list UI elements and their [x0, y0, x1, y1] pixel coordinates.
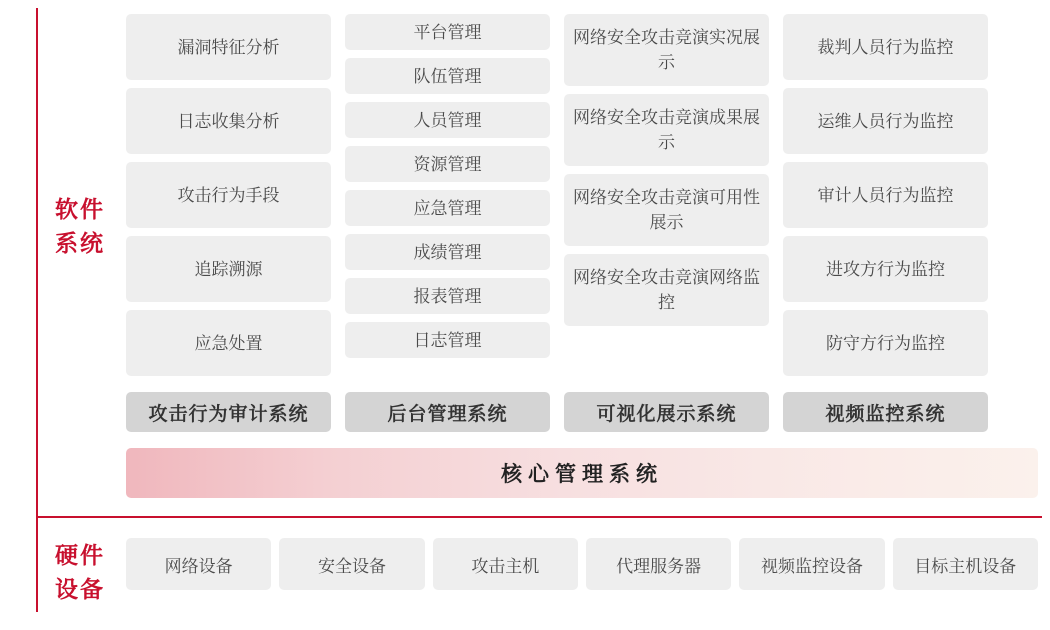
software-section-label-line1: 软件 [55, 196, 105, 222]
list-item[interactable]: 成绩管理 [345, 234, 550, 270]
list-item[interactable]: 资源管理 [345, 146, 550, 182]
column-visualization-system [564, 14, 769, 432]
column-title-visualization-system[interactable]: 可视化展示系统 [564, 392, 769, 432]
list-item[interactable]: 人员管理 [345, 102, 550, 138]
core-management-system-bar[interactable]: 核心管理系统 [126, 448, 1038, 498]
hardware-item[interactable]: 代理服务器 [586, 538, 731, 590]
list-item[interactable]: 报表管理 [345, 278, 550, 314]
hardware-item[interactable]: 视频监控设备 [739, 538, 884, 590]
list-item[interactable]: 裁判人员行为监控 [783, 14, 988, 80]
software-columns [126, 14, 1038, 432]
list-item[interactable]: 运维人员行为监控 [783, 88, 988, 154]
column-backend-management-system [345, 14, 550, 432]
column-title-video-monitoring-system[interactable]: 视频监控系统 [783, 392, 988, 432]
software-section-label [40, 192, 120, 260]
software-section-label-line2: 系统 [55, 230, 105, 256]
list-item[interactable]: 应急管理 [345, 190, 550, 226]
list-item[interactable]: 防守方行为监控 [783, 310, 988, 376]
hardware-section-label-line1: 硬件 [55, 542, 105, 568]
hardware-item[interactable]: 安全设备 [279, 538, 424, 590]
hardware-item[interactable]: 攻击主机 [433, 538, 578, 590]
left-accent-rule [36, 8, 38, 612]
list-item[interactable]: 网络安全攻击竞演网络监控 [564, 254, 769, 326]
list-item[interactable]: 追踪溯源 [126, 236, 331, 302]
column-spacer [564, 334, 769, 384]
hardware-item[interactable]: 目标主机设备 [893, 538, 1038, 590]
list-item[interactable]: 网络安全攻击竞演可用性展示 [564, 174, 769, 246]
column-attack-audit-system [126, 14, 331, 432]
list-item[interactable]: 日志收集分析 [126, 88, 331, 154]
list-item[interactable]: 漏洞特征分析 [126, 14, 331, 80]
list-item[interactable]: 攻击行为手段 [126, 162, 331, 228]
list-item[interactable]: 平台管理 [345, 14, 550, 50]
list-item[interactable]: 日志管理 [345, 322, 550, 358]
list-item[interactable]: 队伍管理 [345, 58, 550, 94]
list-item[interactable]: 网络安全攻击竞演实况展示 [564, 14, 769, 86]
column-title-attack-audit-system[interactable]: 攻击行为审计系统 [126, 392, 331, 432]
section-divider-rule [36, 516, 1042, 518]
list-item[interactable]: 进攻方行为监控 [783, 236, 988, 302]
hardware-item[interactable]: 网络设备 [126, 538, 271, 590]
list-item[interactable]: 网络安全攻击竞演成果展示 [564, 94, 769, 166]
hardware-section-label [40, 538, 120, 606]
column-title-backend-management-system[interactable]: 后台管理系统 [345, 392, 550, 432]
column-video-monitoring-system [783, 14, 988, 432]
hardware-device-row [126, 538, 1038, 590]
column-spacer [345, 366, 550, 384]
hardware-section-label-line2: 设备 [55, 576, 105, 602]
list-item[interactable]: 应急处置 [126, 310, 331, 376]
list-item[interactable]: 审计人员行为监控 [783, 162, 988, 228]
